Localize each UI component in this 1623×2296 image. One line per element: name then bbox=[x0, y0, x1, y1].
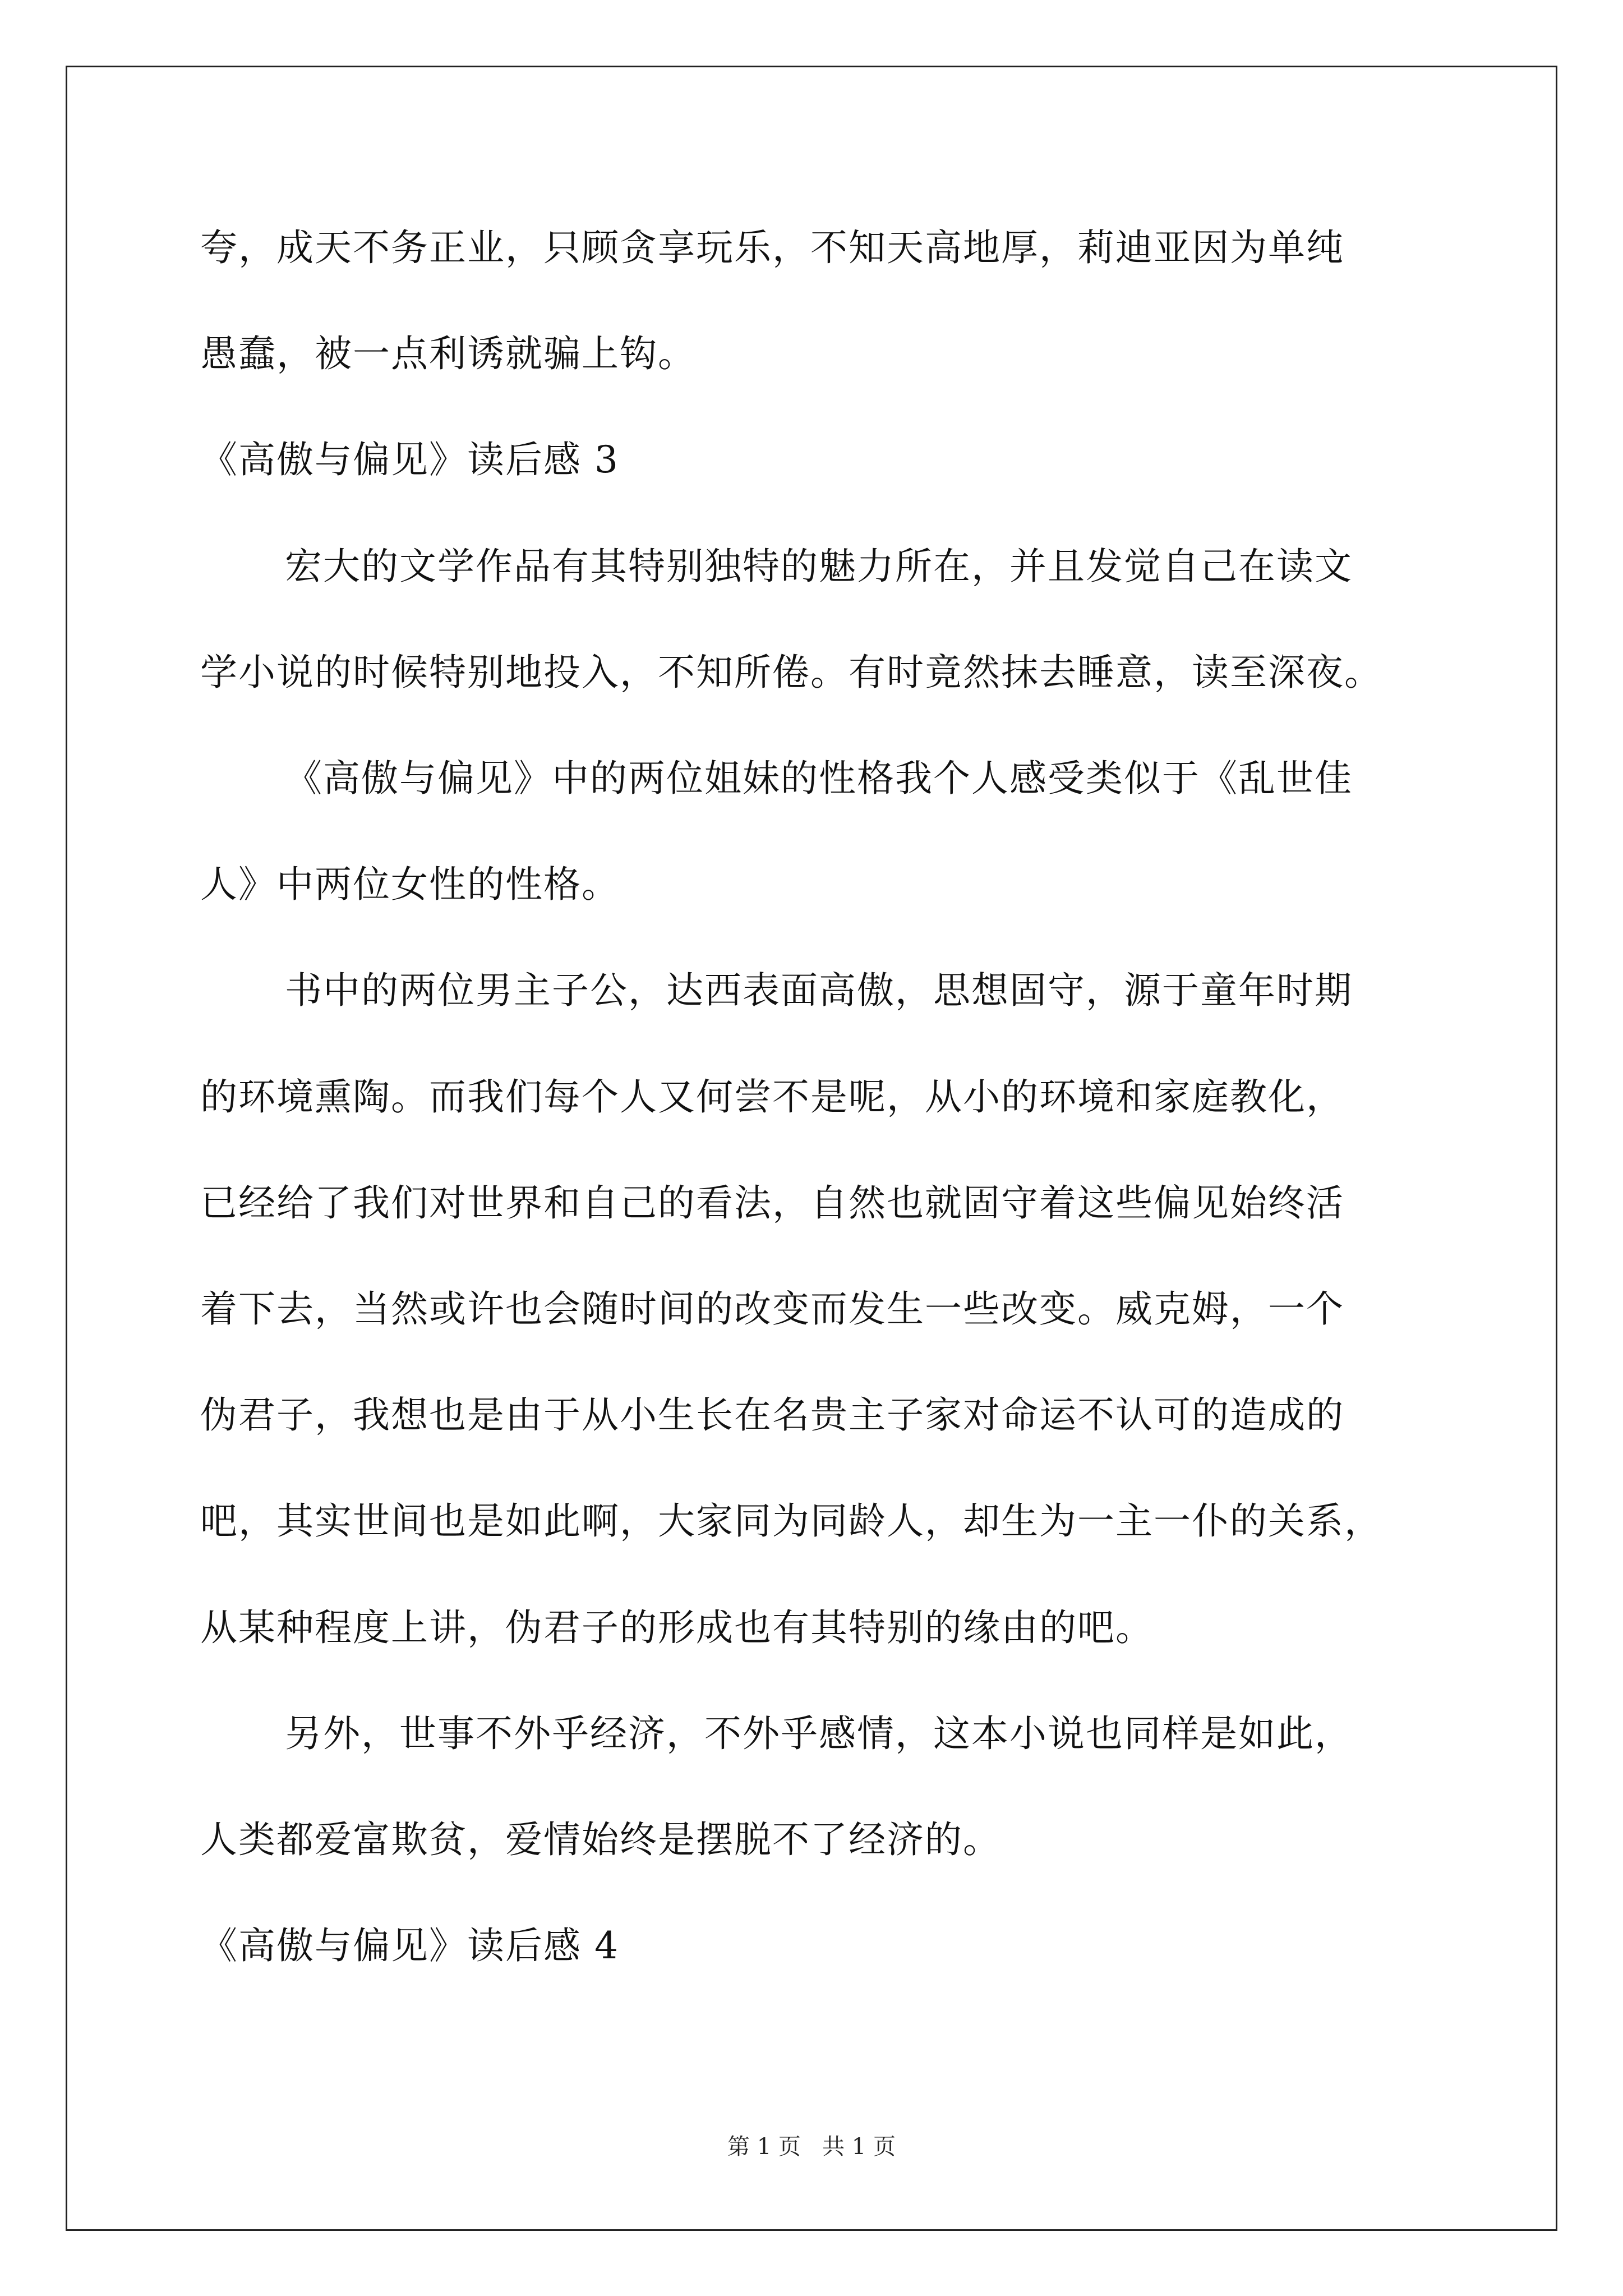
page-footer: 第 1 页 共 1 页 bbox=[727, 2134, 896, 2160]
text-line: 已经给了我们对世界和自己的看法，自然也就固守着这些偏见始终活 bbox=[200, 1181, 1344, 1225]
text-line: 伪君子，我想也是由于从小生长在名贵主子家对命运不认可的造成的 bbox=[200, 1393, 1344, 1437]
text-line: 从某种程度上讲，伪君子的形成也有其特别的缘由的吧。 bbox=[200, 1606, 1154, 1649]
text-line: 人类都爱富欺贫，爱情始终是摆脱不了经济的。 bbox=[200, 1818, 1001, 1861]
paragraph-start: 书中的两位男主子公，达西表面高傲，思想固守，源于童年时期 bbox=[285, 969, 1353, 1012]
text-line: 夸，成天不务正业，只顾贪享玩乐，不知天高地厚，莉迪亚因为单纯 bbox=[200, 226, 1344, 269]
paragraph-start: 另外，世事不外乎经济，不外乎感情，这本小说也同样是如此， bbox=[285, 1712, 1353, 1755]
text-line: 学小说的时候特别地投入，不知所倦。有时竟然抹去睡意，读至深夜。 bbox=[200, 651, 1382, 694]
text-line: 吧，其实世间也是如此啊，大家同为同龄人，却生为一主一仆的关系， bbox=[200, 1499, 1382, 1543]
section-heading: 《高傲与偏见》读后感 3 bbox=[200, 438, 619, 481]
text-line: 的环境熏陶。而我们每个人又何尝不是呢，从小的环境和家庭教化， bbox=[200, 1075, 1344, 1119]
section-heading: 《高傲与偏见》读后感 4 bbox=[200, 1924, 619, 1967]
text-line: 愚蠢，被一点利诱就骗上钩。 bbox=[200, 332, 696, 375]
page-border bbox=[66, 66, 1557, 2231]
paragraph-start: 《高傲与偏见》中的两位姐妹的性格我个人感受类似于《乱世佳 bbox=[285, 757, 1353, 800]
text-line: 人》中两位女性的性格。 bbox=[200, 863, 620, 906]
paragraph-start: 宏大的文学作品有其特别独特的魅力所在，并且发觉自己在读文 bbox=[285, 545, 1353, 588]
text-line: 着下去，当然或许也会随时间的改变而发生一些改变。威克姆，一个 bbox=[200, 1287, 1344, 1331]
